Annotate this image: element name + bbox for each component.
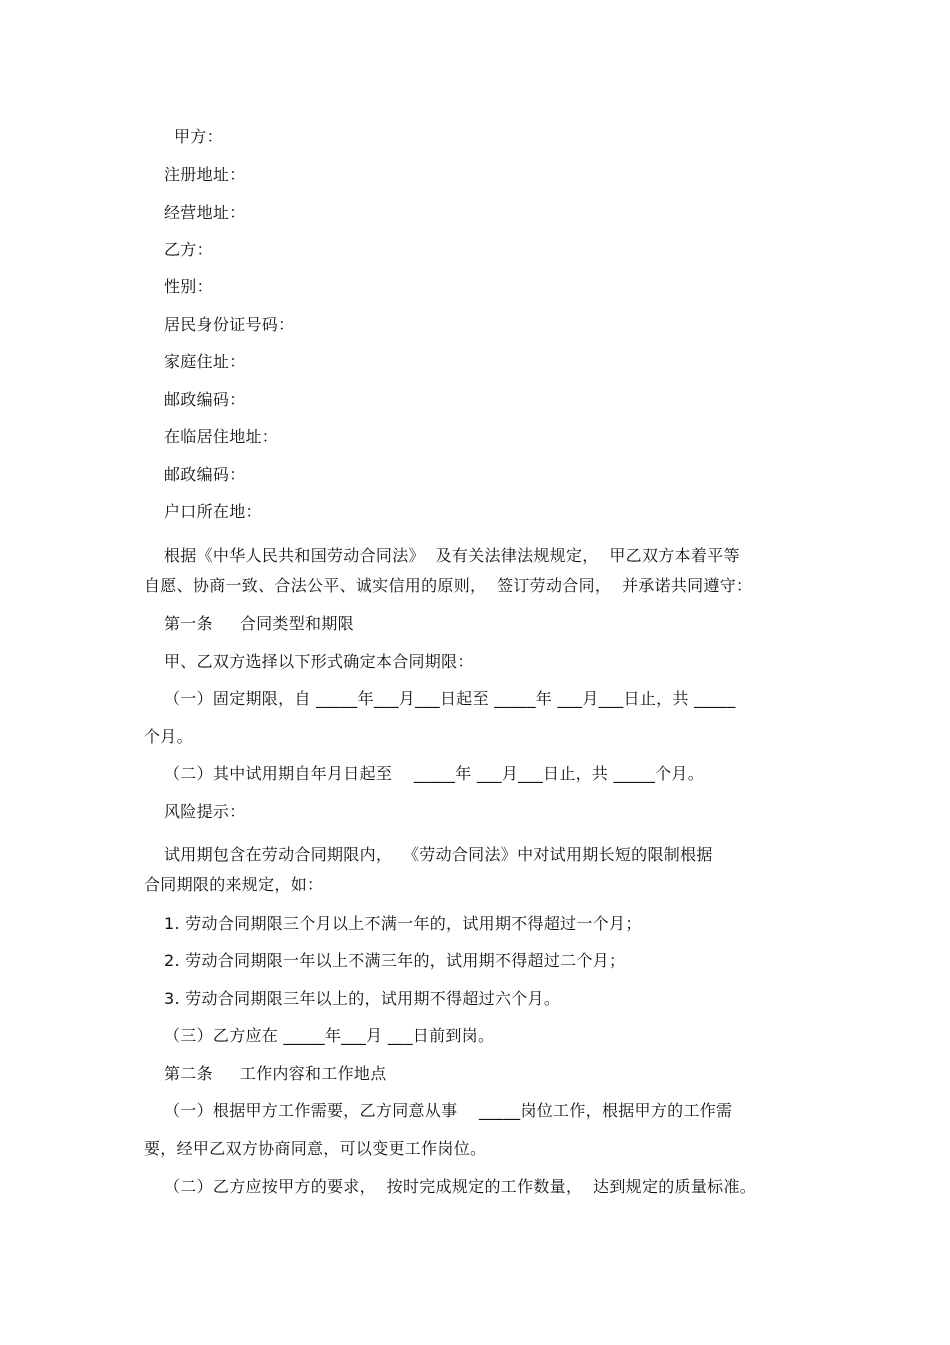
article-1-intro: 甲、乙双方选择以下形式确定本合同期限： (164, 652, 474, 671)
risk-line-1: 试用期包含在劳动合同期限内， 《劳动合同法》中对试用期长短的限制根据 (164, 845, 713, 864)
party-a-label: 甲方： (174, 127, 223, 146)
rule-1: 1. 劳动合同期限三个月以上不满一年的，试用期不得超过一个月； (164, 914, 642, 933)
registered-address-field: 注册地址： (164, 165, 246, 184)
postal-code-field: 邮政编码： (164, 390, 246, 409)
article-1-title: 第一条 合同类型和期限 (164, 614, 354, 633)
id-number-field: 居民身份证号码： (164, 315, 295, 334)
gender-field: 性别： (164, 277, 213, 296)
risk-line-2: 合同期限的来规定，如： (144, 875, 324, 894)
preamble-line-1: 根据《中华人民共和国劳动合同法》 及有关法律法规规定， 甲乙双方本着平等 (164, 546, 740, 565)
fixed-term-line-1: （一）固定期限，自 _____年___月___日起至 _____年 ___月___日止，共 _____ (164, 689, 736, 708)
risk-title: 风险提示： (164, 802, 246, 821)
probation-line: （二）其中试用期自年月日起至 _____年 ___月___日止，共 _____个月。 (164, 764, 705, 783)
article-2-item-2: （二）乙方应按甲方的要求， 按时完成规定的工作数量， 达到规定的质量标准。 (164, 1177, 757, 1196)
fixed-term-line-2: 个月。 (144, 727, 193, 746)
business-address-field: 经营地址： (164, 203, 246, 222)
rule-2: 2. 劳动合同期限一年以上不满三年的，试用期不得超过二个月； (164, 951, 626, 970)
household-registration-field: 户口所在地： (164, 502, 262, 521)
home-address-field: 家庭住址： (164, 352, 246, 371)
article-2-item-1-line-2: 要，经甲乙双方协商同意，可以变更工作岗位。 (144, 1139, 487, 1158)
postal-code-field-2: 邮政编码： (164, 465, 246, 484)
rule-3: 3. 劳动合同期限三年以上的，试用期不得超过六个月。 (164, 989, 561, 1008)
party-b-label: 乙方： (164, 240, 213, 259)
temporary-address-field: 在临居住地址： (164, 427, 279, 446)
article-2-item-1-line-1: （一）根据甲方工作需要，乙方同意从事 _____岗位工作，根据甲方的工作需 (164, 1101, 733, 1120)
preamble-line-2: 自愿、协商一致、合法公平、诚实信用的原则， 签订劳动合同， 并承诺共同遵守： (144, 576, 753, 595)
report-date-line: （三）乙方应在 _____年___月 ___日前到岗。 (164, 1026, 495, 1045)
article-2-title: 第二条 工作内容和工作地点 (164, 1064, 387, 1083)
